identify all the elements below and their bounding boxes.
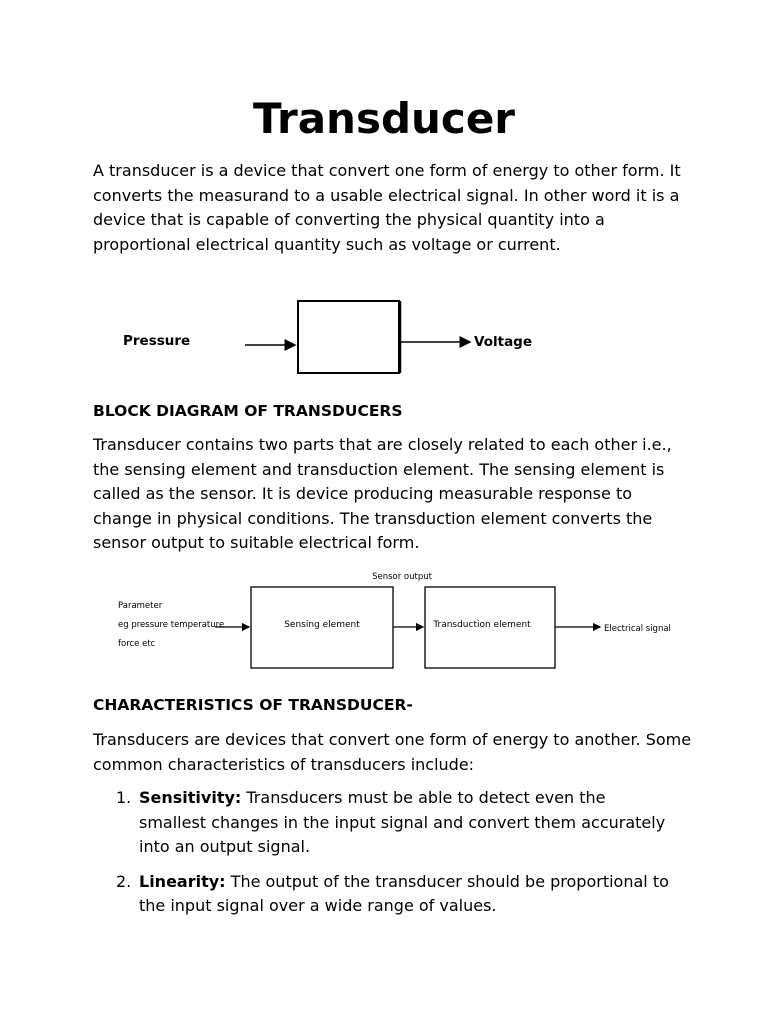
transducer-diagram [100,292,580,382]
intro-paragraph: A transducer is a device that convert one form of energy to other form. It converts the measurand to a usable electrical signal. In other word it is a device that is capable of converting the physical quantity into a proportional electrical quantity such as voltage or current. [93,161,681,254]
list-item-number: 2. [116,871,132,891]
page-title: Transducer [252,94,516,143]
characteristics-heading: CHARACTERISTICS OF TRANSDUCER- [93,696,413,714]
parameter-examples-label-2: force etc [118,639,156,649]
block-diagram-heading: BLOCK DIAGRAM OF TRANSDUCERS [93,402,403,420]
output-label: Voltage [474,334,532,350]
list-item-description: Transducers must be able to detect even the smallest changes in the input signal and convert them accurately into an output signal. [139,788,666,856]
electrical-signal-label: Electrical signal [604,624,671,634]
transducer-block [298,301,399,373]
list-item-number: 1. [116,788,132,807]
sensing-element-label: Sensing element [284,620,360,630]
block-diagram-paragraph: Transducer contains two parts that are closely related to each other i.e., the sensing element and transduction element. The sensing element is called as the sensor. It is device producing measurable response to change in physical conditions. The transduction element converts the sensor output to suitable electrical form. [93,435,672,552]
transduction-element-label: Transduction element [433,620,531,630]
list-item-term: Linearity: [139,871,226,891]
list-item-description: The output of the transducer should be proportional to the input signal over a wide range of values. [139,871,669,915]
sensor-output-label: Sensor output [372,572,432,582]
parameter-examples-label: eg pressure temperature [118,620,225,630]
list-item-term: Sensitivity: [139,788,242,807]
characteristics-paragraph: Transducers are devices that convert one form of energy to another. Some common characteristics of transducers include: [93,730,692,774]
characteristics-list [116,786,676,929]
parameter-label: Parameter [118,601,163,611]
block-diagram [110,565,680,675]
input-label: Pressure [123,333,191,349]
list-item [116,870,676,919]
list-item [116,786,676,860]
